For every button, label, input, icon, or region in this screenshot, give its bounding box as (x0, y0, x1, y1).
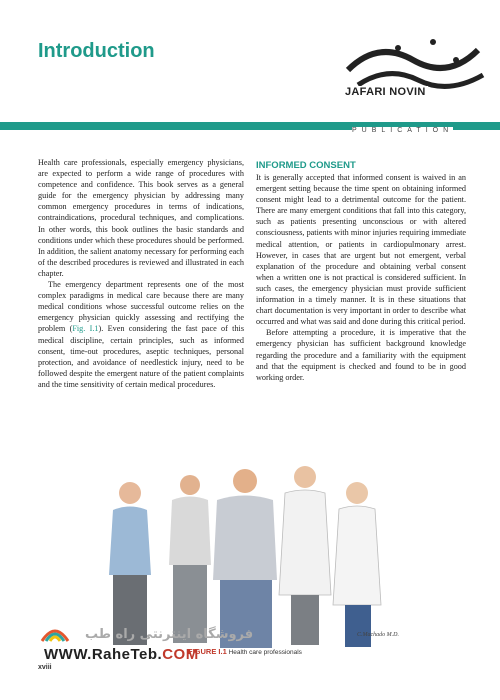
left-column (38, 157, 244, 390)
publisher-name: JAFARI NOVIN (345, 86, 426, 98)
publisher-sub: PUBLICATION (352, 127, 454, 134)
paragraph: Before attempting a procedure, it is imperative that the emergency physician has sufficient background knowledge regarding the procedure and a familiarity with the equipment and that the equipment is checked and found to be in good working order. (256, 328, 466, 382)
figure-person (333, 482, 381, 647)
paragraph: Health care professionals, especially emergency physicians, are expected to perform a wide range of procedures with competence and confidence. This book serves as a general guide for the emergency physician by addressing many common emergency procedures in terms of indications, contraindications, procedural techniques, and complications. In other words, this book outlines the basic standards and conditions under which these procedures should be performed. In addition, the salient anatomy necessary for performing each of the described procedures is reviewed and illustrated in each chapter. (38, 158, 244, 278)
paragraph: The emergency department represents one of the most complex paradigms in medical care because there are many medical conditions whose successful outcome relies on the emergency physician quickly assessing and rectifying the problem (Fig. I.1). Even considering the fast pace of this medical discipline, certain principles, such as informed consent, time-out procedures, aseptic techniques, personal protection, and avoidance of needlestick injury, need to be followed despite the emergent nature of the patient complaints and the time sensitivity of certain medical procedures. (38, 280, 245, 389)
page-number: xviii (38, 664, 52, 671)
paragraph: It is generally accepted that informed consent is waived in an emergent setting because the time spent on obtaining informed consent might lead to a detrimental outcome for the patient. There are many emergent conditions that fall into this category, such as patients presenting unconscious or with altered consciousness, patients with minor injuries requiring immediate medical attention, or patients in cardiopulmonary arrest. However, in cases that are urgent but not emergent, verbal explanation of the procedure and obtaining verbal consent when a written one is not practical is considered sufficient. In such cases, the emergency physician must provide sufficient information in a timely manner. It is in these situations that chart documentation is very important in order to describe what occurred and what was said and done during this critical period. (256, 173, 466, 327)
illustrator-signature: C.Machado M.D. (357, 632, 399, 638)
figure-caption: FIGURE I.1 Health care professionals (188, 647, 302, 656)
figure-person (169, 475, 211, 643)
figure-person (279, 466, 331, 645)
figure-link[interactable]: Fig. I.1 (72, 324, 99, 334)
watermark-url: WWW.RaheTeb.COM (44, 646, 199, 663)
page-title: Introduction (38, 40, 155, 62)
figure-person (213, 469, 277, 648)
publisher-logo (338, 30, 488, 126)
watermark-persian: فروشگاه اینترنتی راه طب (85, 627, 254, 642)
figure-person (109, 482, 151, 645)
section-heading: INFORMED CONSENT (256, 160, 356, 171)
right-column (256, 172, 466, 383)
watermark-book-icon (40, 617, 70, 647)
health-care-professionals-illustration (95, 455, 395, 650)
